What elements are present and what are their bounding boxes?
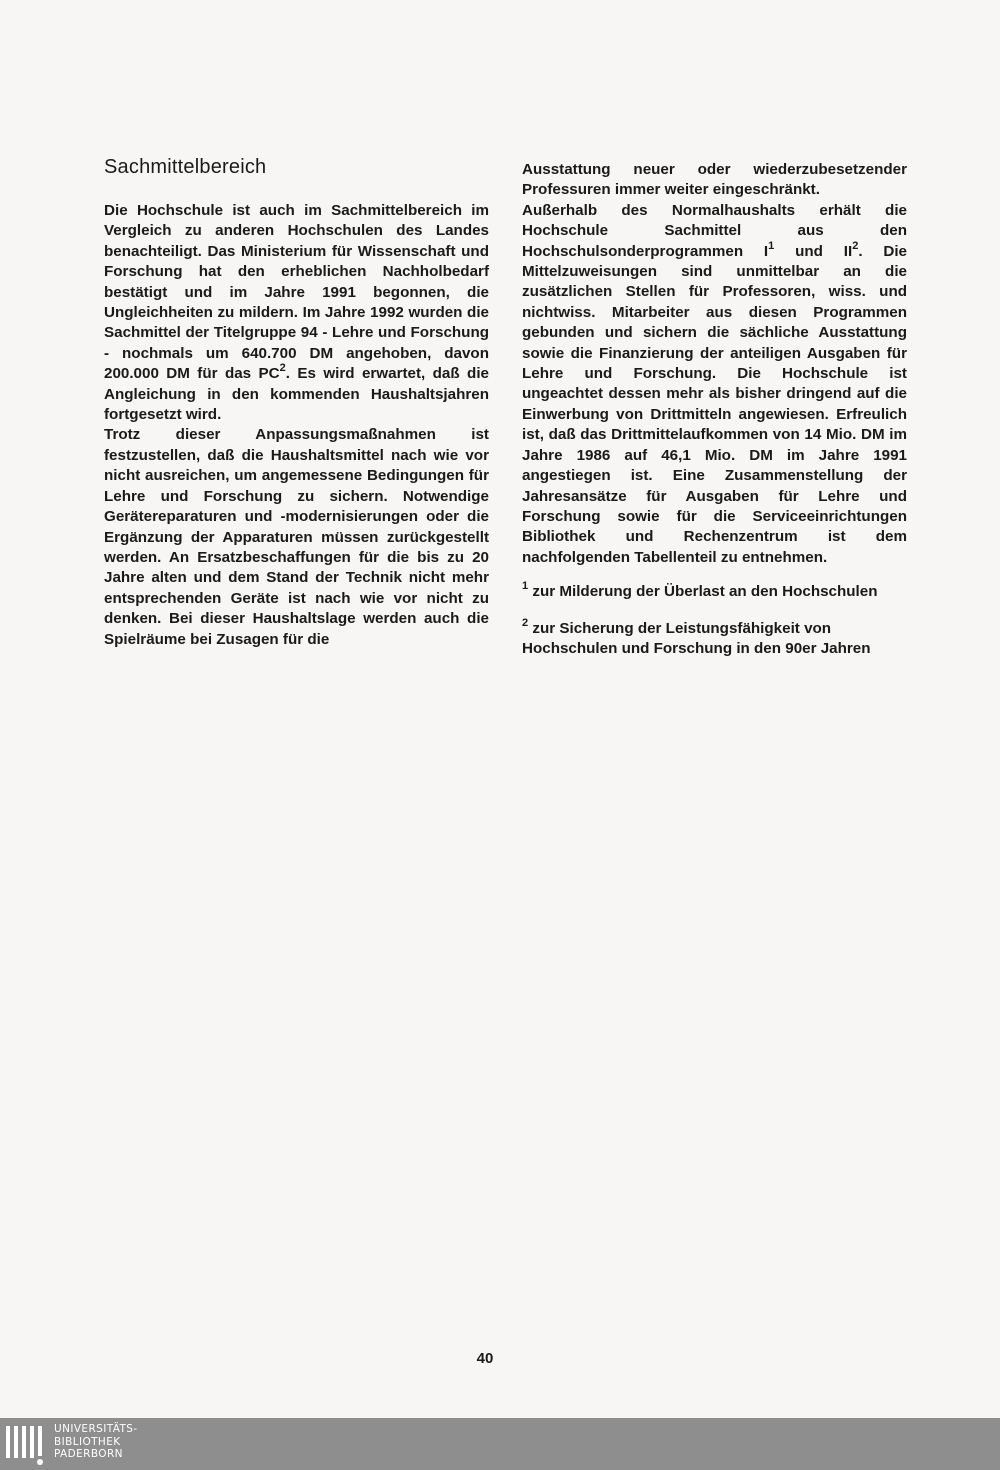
section-heading: Sachmittelbereich <box>104 156 267 178</box>
library-name-line: PADERBORN <box>54 1448 123 1460</box>
paragraph <box>104 201 489 425</box>
footnote-text: zur Sicherung der Leistungsfähigkeit von Hochschulen und Forschung in den 90er Jahren <box>522 619 871 657</box>
footnote-reference: 1 <box>768 239 775 252</box>
paragraph: Trotz dieser Anpassungsmaßnahmen ist festzustellen, daß die Haushaltsmittel nach wie vor nicht ausreichen, um angemessene Bedingungen für Lehre und Forschung zu sichern. Notwendige Gerätereparaturen und -modernisierungen oder die Ergänzung der Apparaturen müssen zurückgestellt werden. An Ersatzbeschaffungen für die bis zu 20 Jahre alten und dem Stand der Technik nicht mehr entsprechenden Geräte ist nach wie vor nicht zu denken. Bei dieser Haushaltslage werden auch die Spielräume bei Zusagen für die <box>104 426 489 648</box>
footnote-reference: 2 <box>852 239 859 252</box>
left-text-column <box>104 201 489 650</box>
paragraph-text: . Es wird erwartet, daß die Angleichung in den kommenden Haushaltsjahren fortgesetzt wird. <box>104 365 489 424</box>
footnote-marker: 2 <box>522 616 529 629</box>
footnote-text: zur Milderung der Überlast an den Hochschulen <box>528 583 878 601</box>
paragraph-text: Die Hochschule ist auch im Sachmittelbereich im Vergleich zu anderen Hochschulen des Landes benachteiligt. Das Ministerium für Wissenschaft und Forschung hat den erheblichen Nachholbedarf bestätigt und im Jahre 1991 begonnen, die Ungleichheiten zu mildern. Im Jahre 1992 wurden die Sachmittel der Titelgruppe 94 - Lehre und Forschung - nochmals um 640.700 DM angehoben, davon 200.000 DM für das PC <box>104 202 489 383</box>
library-name <box>54 1423 138 1461</box>
paragraph: Ausstattung neuer oder wiederzubesetzender Professuren immer weiter eingeschränkt. <box>522 161 907 199</box>
page-number: 40 <box>476 1350 494 1367</box>
library-name-line: UNIVERSITÄTS- <box>54 1423 138 1435</box>
paragraph-text: und II <box>774 242 853 260</box>
library-logo-icon <box>4 1422 48 1466</box>
paragraph <box>522 201 907 568</box>
footnote-marker: 1 <box>522 580 529 593</box>
footnote <box>522 616 907 660</box>
library-footer <box>0 1418 1000 1470</box>
right-text-column <box>522 160 907 659</box>
library-name-line: BIBLIOTHEK <box>54 1435 121 1448</box>
paragraph-text: . Die Mittelzuweisungen sind unmittelbar an die zusätzlichen Stellen für Professoren, wiss. und nichtwiss. Mitarbeiter aus diesen Programmen gebunden und sichern die sächliche Ausstattung sowie die Finanzierung der anteiligen Ausgaben für Lehre und Forschung. Die Hochschule ist ungeachtet dessen mehr als bisher dringend auf die Einwerbung von Drittmitteln angewiesen. Erfreulich ist, daß das Drittmittelaufkommen von 14 Mio. DM im Jahre 1986 auf 46,1 Mio. DM im Jahre 1991 angestiegen ist. Eine Zusammenstellung der Jahresansätze für Ausgaben für Lehre und Forschung sowie für die Serviceeinrichtungen Bibliothek und Rechenzentrum ist dem nachfolgenden Tabellenteil zu entnehmen. <box>522 242 908 566</box>
paragraph-text: Außerhalb des Normalhaushalts erhält die Hochschule Sachmittel aus den Hochschulsonderprogrammen I <box>522 201 907 260</box>
footnote <box>522 582 907 602</box>
footnote-reference: 2 <box>279 362 286 375</box>
